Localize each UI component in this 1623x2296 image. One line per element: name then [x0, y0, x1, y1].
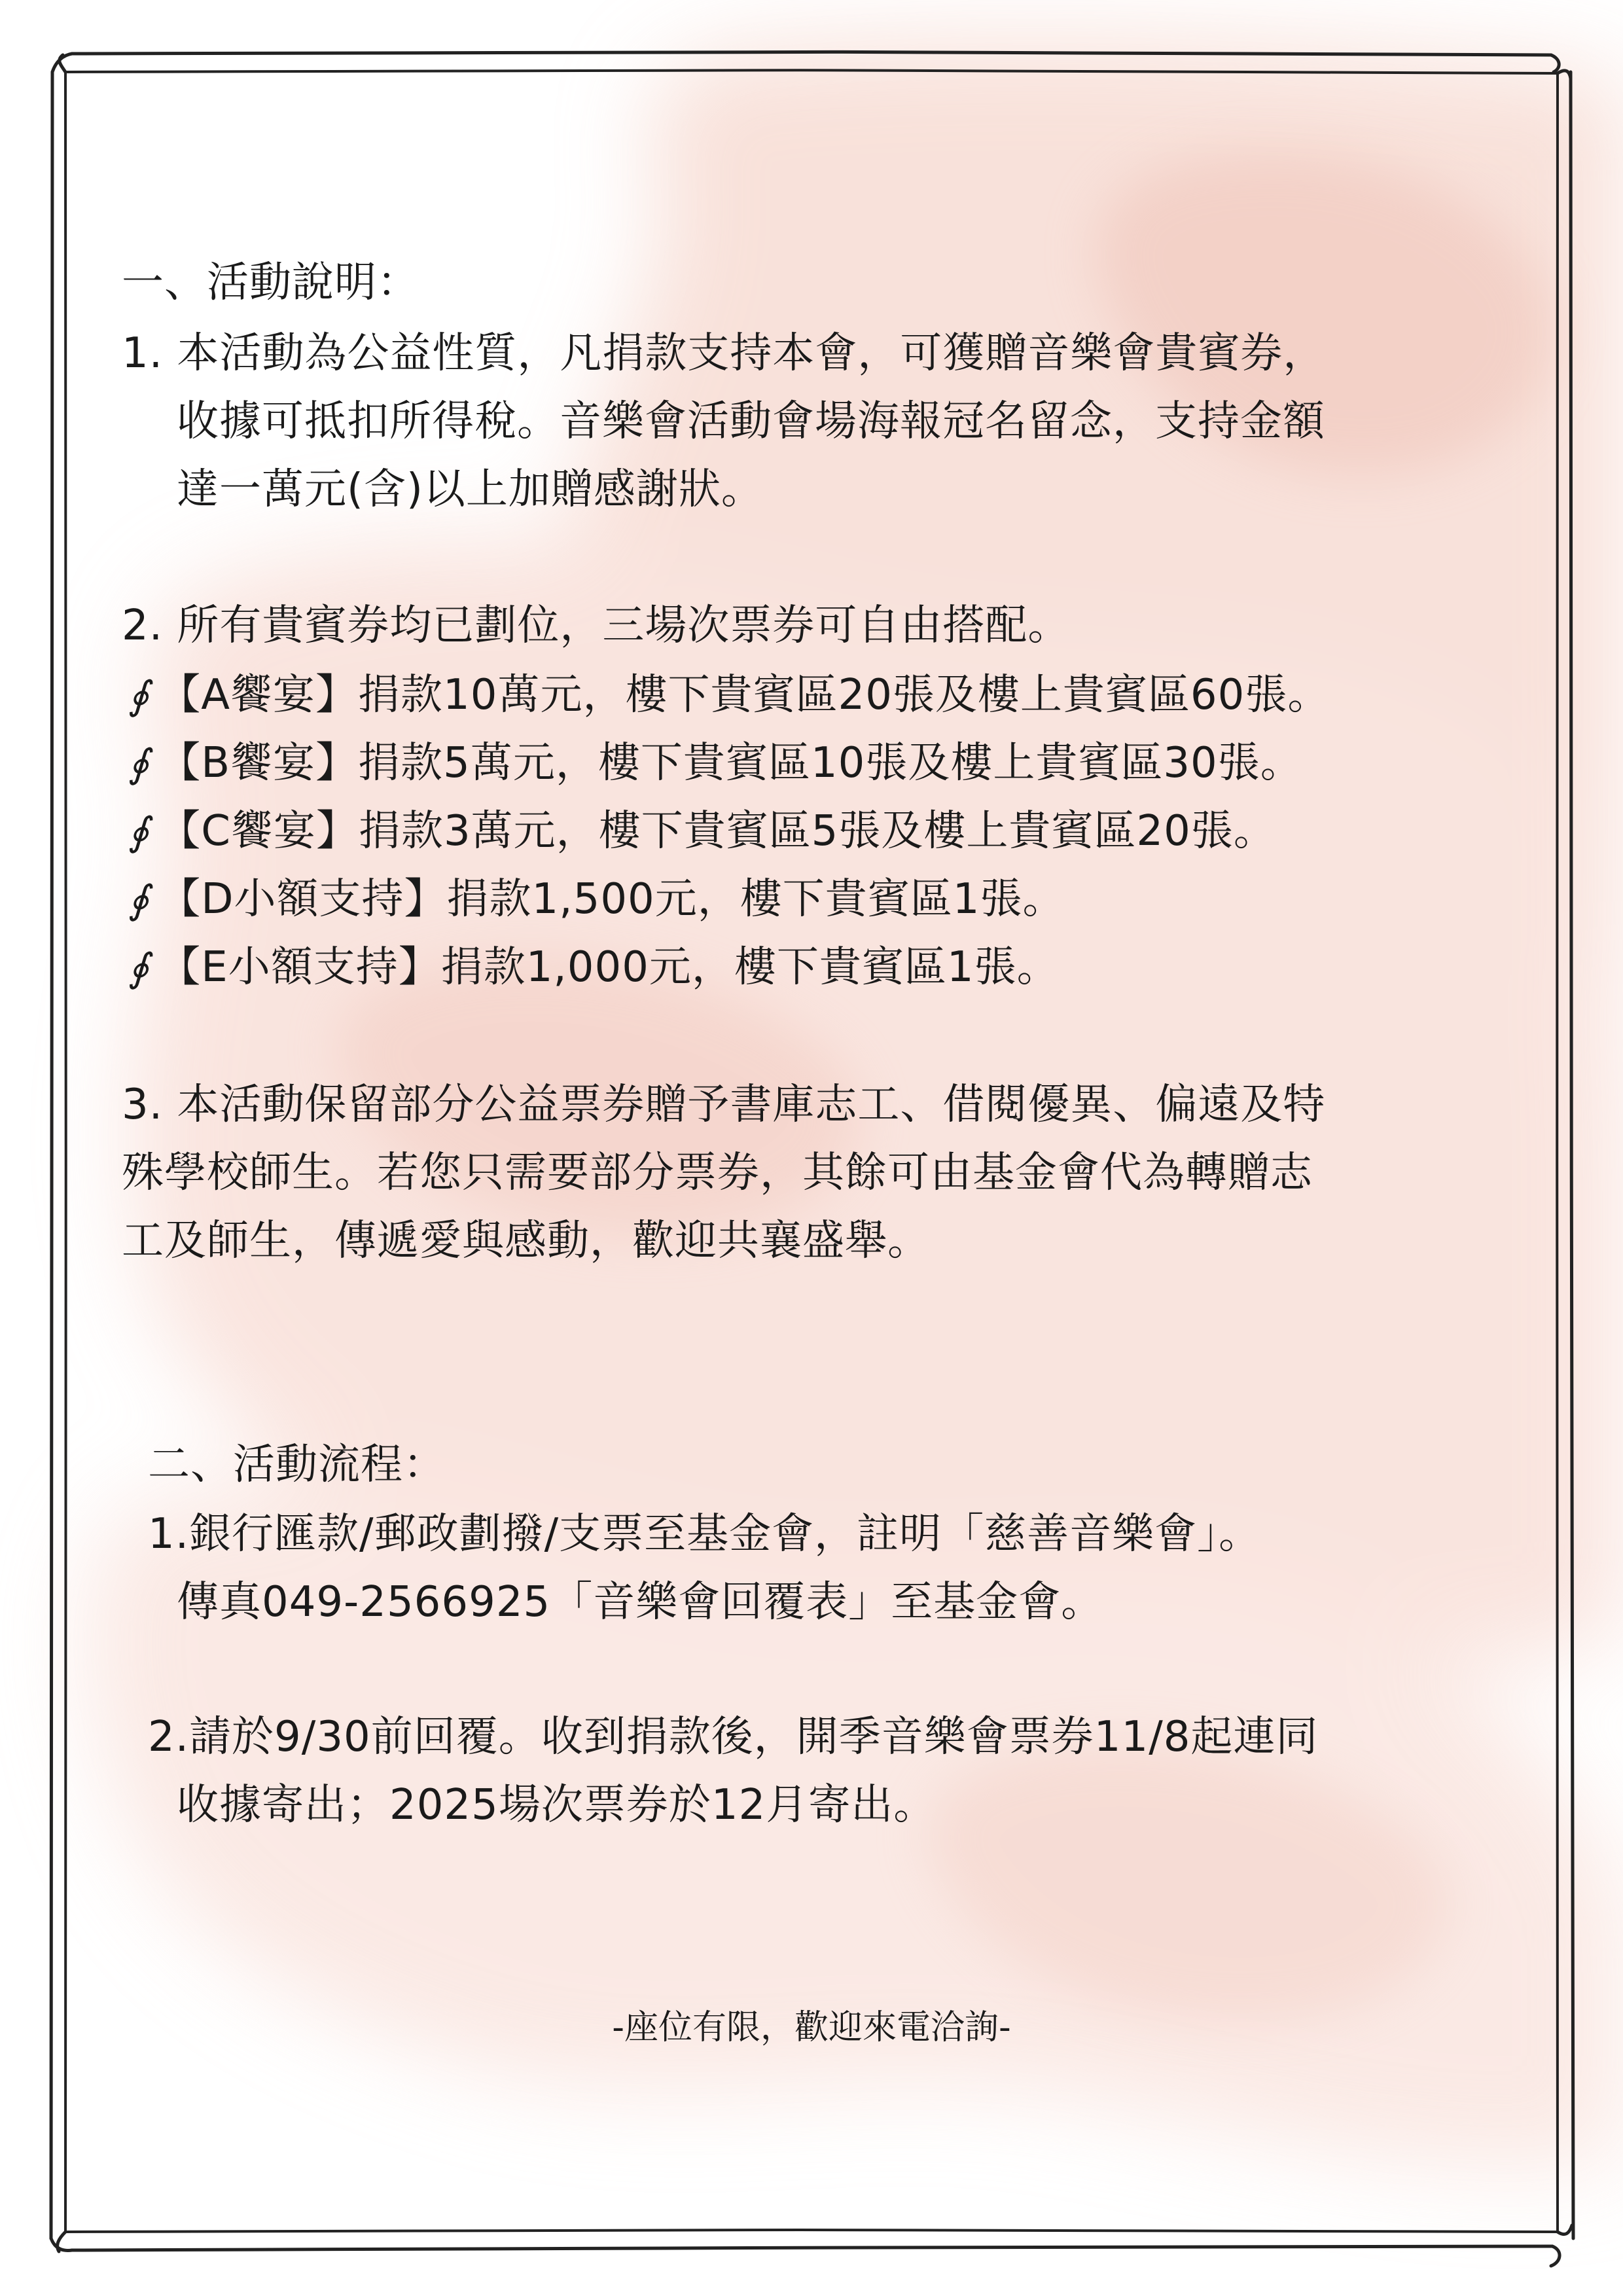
tier-b-text: 【B饗宴】捐款5萬元，樓下貴賓區10張及樓上貴賓區30張。	[158, 739, 1303, 787]
tier-e-text: 【E小額支持】捐款1,000元，樓下貴賓區1張。	[158, 943, 1060, 992]
integral-bullet-icon: ∮	[128, 877, 150, 923]
tier-a	[128, 671, 1330, 719]
tier-c-text: 【C饗宴】捐款3萬元，樓下貴賓區5張及樓上貴賓區20張。	[158, 807, 1276, 855]
integral-bullet-icon: ∮	[128, 673, 150, 719]
item1-line1: 1. 本活動為公益性質，凡捐款支持本會，可獲贈音樂會貴賓券，	[122, 329, 1326, 378]
step2-line1: 2.請於9/30前回覆。收到捐款後，開季音樂會票券11/8起連同	[148, 1713, 1319, 1761]
step1-line1: 1.銀行匯款/郵政劃撥/支票至基金會，註明「慈善音樂會」。	[148, 1510, 1262, 1558]
item1-line2: 收據可抵扣所得稅。音樂會活動會場海報冠名留念，支持金額	[177, 397, 1325, 446]
tier-c	[128, 807, 1276, 855]
item3-line1: 3. 本活動保留部分公益票券贈予書庫志工、借閱優異、偏遠及特	[122, 1081, 1326, 1129]
section1-heading: 一、活動說明：	[122, 259, 419, 307]
tier-e	[128, 943, 1060, 992]
item2-line1: 2. 所有貴賓券均已劃位，三場次票券可自由搭配。	[122, 601, 1071, 650]
step2-line2: 收據寄出；2025場次票券於12月寄出。	[177, 1781, 936, 1829]
item3-line2: 殊學校師生。若您只需要部分票券，其餘可由基金會代為轉贈志	[122, 1149, 1313, 1197]
footer-note: -座位有限，歡迎來電洽詢-	[612, 2008, 1011, 2047]
tier-d-text: 【D小額支持】捐款1,500元，樓下貴賓區1張。	[158, 875, 1065, 924]
tier-d	[128, 875, 1065, 924]
step1-line2: 傳真049-2566925「音樂會回覆表」至基金會。	[177, 1578, 1104, 1626]
tier-b	[128, 739, 1303, 787]
integral-bullet-icon: ∮	[128, 809, 150, 855]
integral-bullet-icon: ∮	[128, 741, 150, 787]
item1-line3: 達一萬元(含)以上加贈感謝狀。	[177, 465, 764, 514]
integral-bullet-icon: ∮	[128, 945, 150, 991]
tier-a-text: 【A饗宴】捐款10萬元，樓下貴賓區20張及樓上貴賓區60張。	[158, 671, 1330, 719]
section2-heading: 二、活動流程：	[148, 1441, 446, 1489]
item3-line3: 工及師生，傳遞愛與感動，歡迎共襄盛舉。	[122, 1217, 930, 1265]
